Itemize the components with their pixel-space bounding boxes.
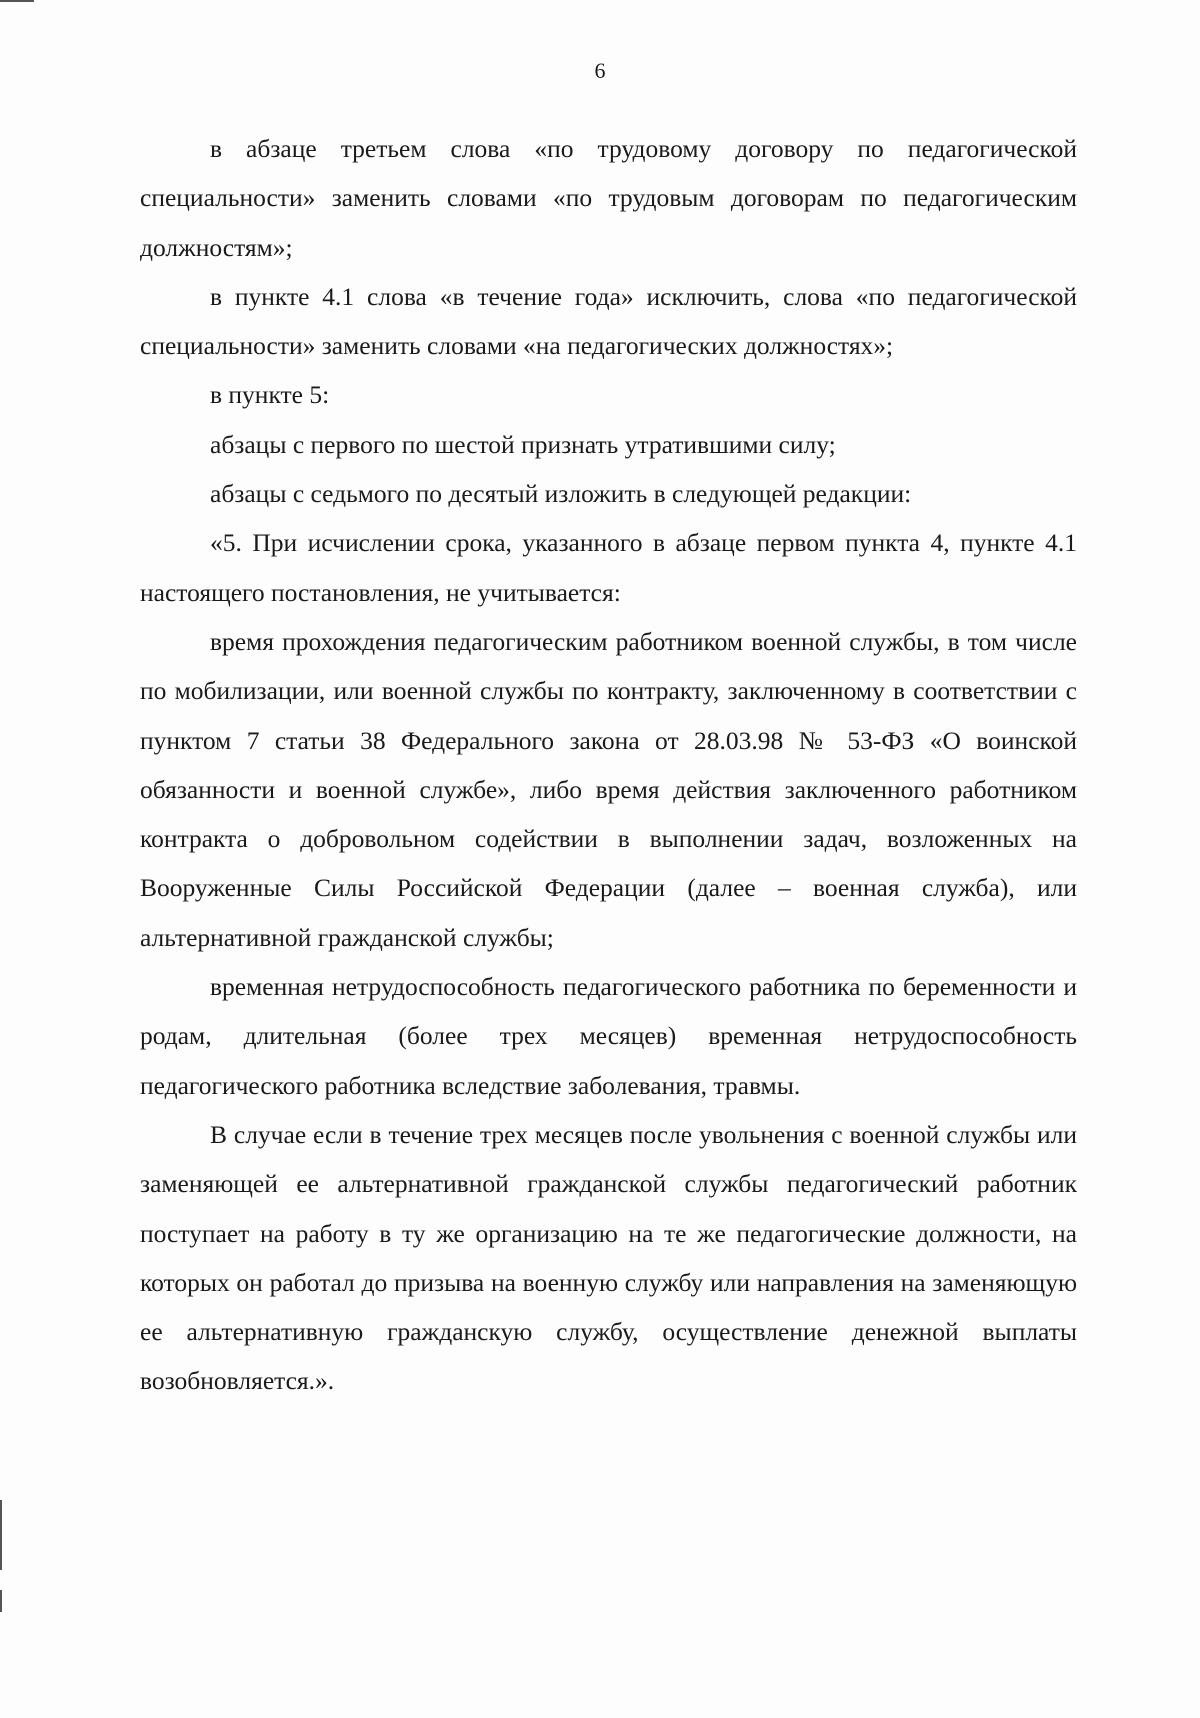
paragraph: в пункте 4.1 слова «в течение года» исключить, слова «по педагогической специальности» заменить словами «на педагогических должностях»; xyxy=(140,281,1077,361)
scan-edge-mark xyxy=(0,1590,2,1612)
paragraph: время прохождения педагогическим работником военной службы, в том числе по мобилизации, или военной службы по контракту, заключенному в соответствии с пунктом 7 статьи 38 Федерального закона от 28.03.98 № 53-ФЗ «О воинской обязанности и военной службе», либо время действия заключенного работником контракта о добровольном содействии в выполнении задач, возложенных на Вооруженные Силы Российской Федерации (далее – военная служба), или альтернативной гражданской службы; xyxy=(140,626,1077,952)
page-number: 6 xyxy=(594,58,606,83)
paragraph: «5. При исчислении срока, указанного в абзаце первом пункта 4, пункте 4.1 настоящего постановления, не учитывается: xyxy=(140,528,1077,607)
scan-edge-mark xyxy=(0,0,34,2)
scan-edge-mark xyxy=(0,1500,2,1570)
paragraph: абзацы с седьмого по десятый изложить в следующей редакции: xyxy=(210,479,912,509)
paragraph: абзацы с первого по шестой признать утратившими силу; xyxy=(210,429,836,459)
paragraph: В случае если в течение трех месяцев после увольнения с военной службы или заменяющей ее альтернативной гражданской службы педагогический работник поступает на работу в ту же организацию на те же педагогические должности, на которых он работал до призыва на военную службу или направления на заменяющую ее альтернативную гражданскую службу, осуществление денежной выплаты возобновляется.». xyxy=(140,1119,1077,1396)
document-body xyxy=(140,124,1077,1406)
paragraph: в пункте 5: xyxy=(210,380,330,410)
paragraph: в абзаце третьем слова «по трудовому договору по педагогической специальности» заменить словами «по трудовым договорам по педагогическим должностям»; xyxy=(140,134,1077,262)
paragraph: временная нетрудоспособность педагогического работника по беременности и родам, длительная (более трех месяцев) временная нетрудоспособность педагогического работника вследствие заболевания, травмы. xyxy=(140,972,1077,1100)
